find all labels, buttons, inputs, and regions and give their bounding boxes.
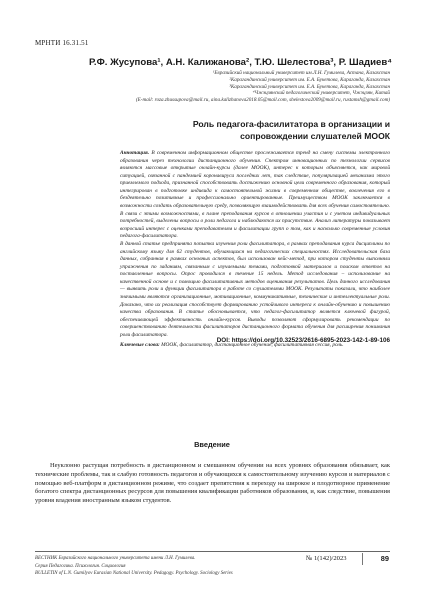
affiliation-emails: (E-mail: roza.zhussupova@mail.ru, aina.kalizhanova2018.05@mail.com, shelestova2009@mail.ru, rustamsh@gmail.com): [135, 97, 390, 104]
affiliation-4: ⁴Чжэцзянский педагогический университет, Чжэцзян, Китай: [252, 90, 390, 97]
abstract-block: [120, 150, 390, 350]
abstract-paragraph-1: [120, 150, 390, 241]
affiliation-1: ¹Евразийский национальный университет им.Л.Н. Гумилева, Астана, Казахстан: [212, 70, 390, 76]
footer-journal-line-1: ВЕСТНИК Евразийского национального университета имени Л.Н. Гумилева.: [35, 556, 196, 561]
introduction-body: [35, 462, 390, 506]
article-title-line-1: Роль педагога-фасилитатора в организации и: [192, 119, 390, 129]
article-title-line-2: сопровождении слушателей МООК: [240, 130, 390, 141]
footer-vertical-divider: [362, 553, 363, 565]
article-title: [120, 119, 390, 142]
issue-number: № 1(142)/2023: [306, 555, 347, 562]
keywords-text: МООК, фасилитатор, дистанционное обучение, фасилитативная сессия, роль.: [159, 342, 344, 349]
introduction-paragraph: Неуклонно растущая потребность в дистанционном и смешанном обучении на всех уровнях образования обязывает, как технические проблемы, так и слабую готовность педагогов и обучающихся к самостоятельному изучению курсов и материалов с помощью веб-платформ в дистанционном режиме, что создает препятствия к переходу на широкое и плодотворное применение богатого спектра дистанционных ресурсов для повышения квалификации работников образования, и, как следствие, повышения уровня владения иностранным языком студентов.: [35, 462, 390, 505]
introduction-heading: Введение: [194, 440, 230, 449]
page-number: 89: [380, 554, 389, 563]
footer-journal-info: [35, 555, 233, 578]
abstract-paragraph-2: В данной статье предпринята попытка изучения роли фасилитатора, в рамках преподавания курса дисциплины по английскому языку для 62 студентов, обучающихся на педагогических специальностях. Исследовательская база данных, собранная в рамках основных аспектов, был использован кейс-метод, при котором студенты выполняли упражнения по заданиям, связанным с изучаемыми темами, подготовкой материалов и поиском ответов на поставленные вопросы. Опрос проводился в течение 15 недель. Метод исследования – использование на качественной основе и с помощью фасилитативных методов оценивания результатов. Цель данного исследования — выявить роли и функции фасилитатора в работе со слушателями МООК. Результаты показали, что наиболее значимыми являются организационные, мотивационные, коммуникативные, технические и интеллектуальные роли. Доказано, что их реализация способствует формированию устойчивого интереса к онлайн-обучению и повышению качества образования. В статье обосновывается, что педагог-фасилитатор является ключевой фигурой, обеспечивающей эффективность онлайн-курсов. Выводы позволяют сформулировать рекомендации по совершенствованию деятельности фасилитаторов дистанционного формата обучения для расширения понимания роли фасилитатора.: [120, 240, 390, 338]
affiliation-3: ³Карагандинский университет им. Е.А. Букетова, Караганда, Казахстан: [229, 83, 390, 90]
doi-link[interactable]: DOI: https://doi.org/10.32523/2616-6895-2023-142-1-89-106: [216, 337, 390, 344]
abstract-label: Аннотация.: [120, 150, 150, 156]
author-list: Р.Ф. Жусупова¹, А.Н. Калижанова², Т.Ю. Шелестова³, Р. Шадиев⁴: [88, 57, 392, 68]
footer-journal-line-2: Серия Педагогика. Психология. Социология: [35, 563, 126, 569]
affiliation-2: ²Карагандинский университет им. Е.А. Букетова, Караганда, Казахстан: [229, 76, 390, 83]
udc-code: МРНТИ 16.31.51: [35, 39, 89, 47]
abstract-text-1: В современном информационном обществе прослеживается тренд на смену системы электронного образования через технологии дистанционного обучения. Спектром инновационных по технологии сервисов являются массовые открытые онлайн-курсы (далее МООК), интерес к которым объясняется, как мировой ситуацией, связанной с пандемией коронавируса последних лет, так следствие, популяризацией механизма этого приемлемого подхода, признанной способствовать достижению основной цели современного образования, который интегрирован в подготовке индивида к самостоятельной жизни в современном обществе, вовлечения его в бездеятельно позитивные и профессионально ориентированные. Преимуществом МООК заключается в возможности создать образовательную среду, позволяющую взаимодействовать для всех обучения самостоятельно. В связи с этими возможностями, в плане преподавания курсов в отношении участия и с учетом индивидуальных потребностей, выделены вопросы о роли педагога и наблюдаются их присутствие. Анализ литературы показывает возросший интерес с оценками преподавателям и фасилитации групп о том, как и насколько современные условия педагога-фасилитатора.: [120, 150, 390, 240]
affiliations: [130, 70, 390, 104]
footer-journal-line-3: BULLETIN of L.N. Gumilyov Eurasian National University. Pedagogy. Psychology. Sociology Series: [35, 571, 233, 577]
keywords-label: Ключевые слова:: [120, 342, 160, 349]
footer-divider: [35, 551, 390, 552]
